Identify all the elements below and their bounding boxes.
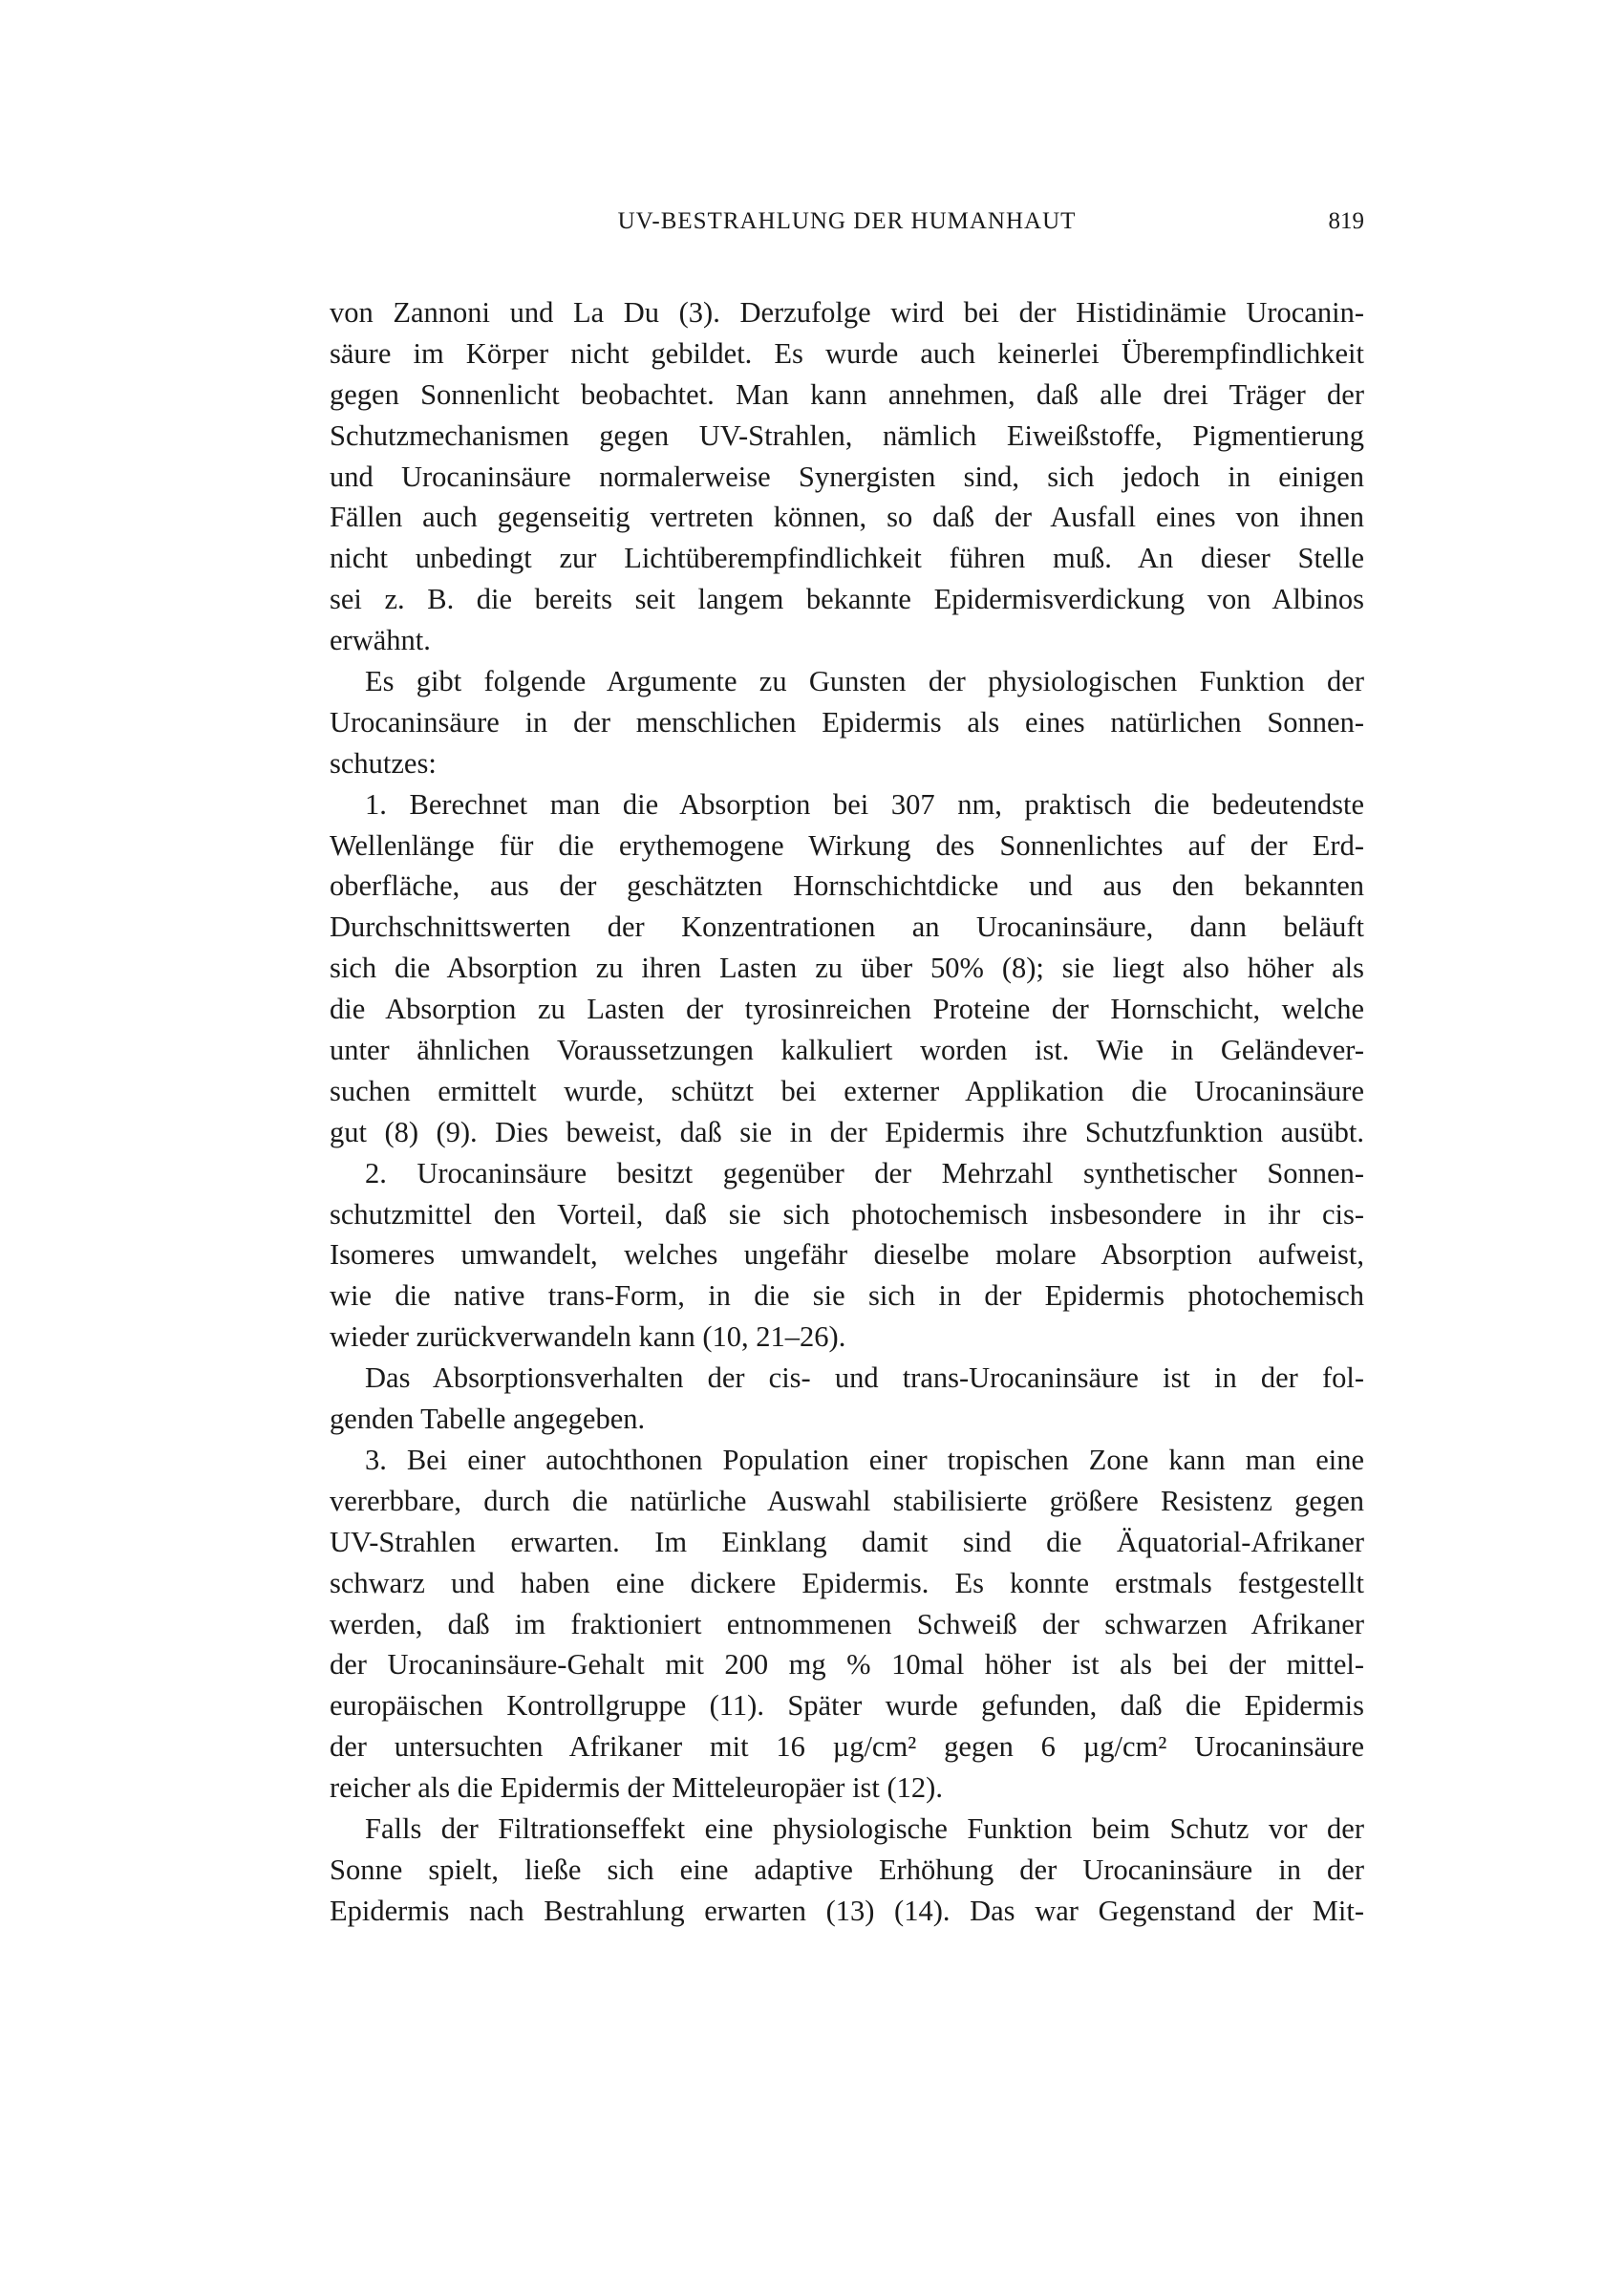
- text-line: säure im Körper nicht gebildet. Es wurde auch keinerlei Überempfindlichkeit: [330, 336, 1364, 370]
- paragraph: [330, 1440, 1364, 1809]
- text-line: erwähnt.: [330, 624, 431, 657]
- text-line: genden Tabelle angegeben.: [330, 1403, 646, 1436]
- running-title: UV-BESTRAHLUNG DER HUMANHAUT: [617, 208, 1077, 234]
- text-line: sei z. B. die bereits seit langem bekannte Epidermisverdickung von Albinos: [330, 583, 1364, 616]
- text-line: nicht unbedingt zur Lichtüberempfindlichkeit führen muß. An dieser Stelle: [330, 542, 1364, 575]
- paragraph: [330, 292, 1364, 661]
- text-line: werden, daß im fraktioniert entnommenen Schweiß der schwarzen Afrikaner: [330, 1607, 1364, 1640]
- body-text: [330, 292, 1364, 1932]
- text-line: Durchschnittswerten der Konzentrationen an Urocaninsäure, dann beläuft: [330, 911, 1364, 944]
- text-line: 2. Urocaninsäure besitzt gegenüber der Mehrzahl synthetischer Sonnen-: [365, 1156, 1364, 1189]
- text-line: Urocaninsäure in der menschlichen Epidermis als eines natürlichen Sonnen-: [330, 705, 1364, 739]
- text-line: vererbbare, durch die natürliche Auswahl stabilisierte größere Resistenz gegen: [330, 1484, 1364, 1517]
- text-line: Schutzmechanismen gegen UV-Strahlen, nämlich Eiweißstoffe, Pigmentierung: [330, 418, 1364, 452]
- paragraph: [330, 784, 1364, 1153]
- text-line: Es gibt folgende Argumente zu Gunsten der physiologischen Funktion der: [365, 665, 1364, 698]
- text-line: UV-Strahlen erwarten. Im Einklang damit sind die Äquatorial-Afrikaner: [330, 1525, 1364, 1558]
- paragraph: [330, 1809, 1364, 1932]
- text-line: die Absorption zu Lasten der tyrosinreichen Proteine der Hornschicht, welche: [330, 993, 1364, 1026]
- text-line: suchen ermittelt wurde, schützt bei externer Applikation die Urocaninsäure: [330, 1074, 1364, 1107]
- text-line: wieder zurückverwandeln kann (10, 21–26).: [330, 1320, 846, 1354]
- text-line: Isomeres umwandelt, welches ungefähr dieselbe molare Absorption aufweist,: [330, 1238, 1364, 1272]
- page-number: 819: [1328, 208, 1364, 234]
- text-line: Sonne spielt, ließe sich eine adaptive Erhöhung der Urocaninsäure in der: [330, 1853, 1364, 1886]
- page-header: [330, 208, 1364, 246]
- text-line: Fällen auch gegenseitig vertreten können, so daß der Ausfall eines von ihnen: [330, 501, 1364, 534]
- text-line: Falls der Filtrationseffekt eine physiologische Funktion beim Schutz vor der: [365, 1811, 1364, 1845]
- text-line: gegen Sonnenlicht beobachtet. Man kann annehmen, daß alle drei Träger der: [330, 377, 1364, 411]
- text-line: der Urocaninsäure-Gehalt mit 200 mg % 10mal höher ist als bei der mittel-: [330, 1648, 1364, 1682]
- text-line: gut (8) (9). Dies beweist, daß sie in der Epidermis ihre Schutzfunktion ausübt.: [330, 1115, 1364, 1148]
- text-line: und Urocaninsäure normalerweise Synergisten sind, sich jedoch in einigen: [330, 460, 1364, 493]
- text-line: oberfläche, aus der geschätzten Hornschichtdicke und aus den bekannten: [330, 869, 1364, 903]
- text-line: 3. Bei einer autochthonen Population einer tropischen Zone kann man eine: [365, 1443, 1364, 1476]
- paragraph: [330, 1153, 1364, 1358]
- text-line: Wellenlänge für die erythemogene Wirkung des Sonnenlichtes auf der Erd-: [330, 828, 1364, 862]
- text-line: unter ähnlichen Voraussetzungen kalkuliert worden ist. Wie in Geländever-: [330, 1034, 1364, 1067]
- paragraph: [330, 661, 1364, 784]
- text-line: sich die Absorption zu ihren Lasten zu über 50% (8); sie liegt also höher als: [330, 952, 1364, 985]
- text-line: Epidermis nach Bestrahlung erwarten (13) (14). Das war Gegenstand der Mit-: [330, 1894, 1364, 1927]
- text-line: schwarz und haben eine dickere Epidermis. Es konnte erstmals festgestellt: [330, 1566, 1364, 1599]
- text-line: Das Absorptionsverhalten der cis- und trans-Urocaninsäure ist in der fol-: [365, 1361, 1364, 1395]
- text-line: wie die native trans-Form, in die sie sich in der Epidermis photochemisch: [330, 1279, 1364, 1313]
- text-line: europäischen Kontrollgruppe (11). Später wurde gefunden, daß die Epidermis: [330, 1689, 1364, 1723]
- text-line: 1. Berechnet man die Absorption bei 307 nm, praktisch die bedeutendste: [365, 787, 1364, 821]
- paragraph: [330, 1358, 1364, 1440]
- text-line: reicher als die Epidermis der Mitteleuropäer ist (12).: [330, 1771, 943, 1805]
- text-line: schutzes:: [330, 746, 437, 780]
- text-line: der untersuchten Afrikaner mit 16 µg/cm² gegen 6 µg/cm² Urocaninsäure: [330, 1730, 1364, 1764]
- text-line: schutzmittel den Vorteil, daß sie sich photochemisch insbesondere in ihr cis-: [330, 1197, 1364, 1231]
- text-line: von Zannoni und La Du (3). Derzufolge wird bei der Histidinämie Urocanin-: [330, 296, 1364, 329]
